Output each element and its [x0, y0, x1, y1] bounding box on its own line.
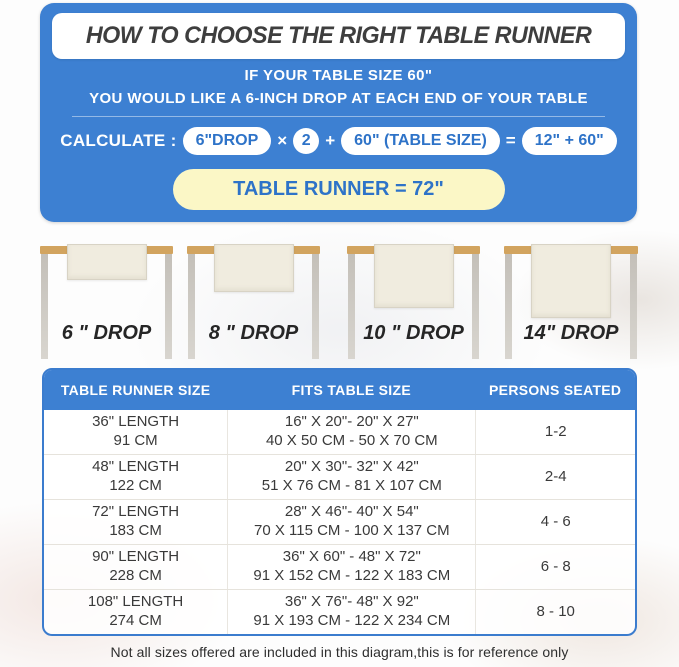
fits-table-cell [227, 500, 475, 544]
plus-sign: + [325, 131, 336, 150]
persons-seated-cell [475, 410, 635, 454]
table-figure-10-drop [347, 235, 480, 361]
runner-size-cell [44, 500, 227, 544]
fits-size-cm: 91 X 152 CM - 122 X 183 CM [253, 567, 451, 584]
fits-table-cell [227, 410, 475, 454]
runner-size-inches: 90" LENGTH [92, 548, 180, 566]
footnote: Not all sizes offered are included in this diagram,this is for reference only [110, 644, 569, 660]
fits-size-cm: 51 X 76 CM - 81 X 107 CM [261, 477, 442, 494]
fits-table-cell [227, 455, 475, 499]
fits-table-cell [227, 590, 475, 634]
drop-label: 6 " DROP [61, 322, 152, 344]
fits-size-inches: 16" X 20"- 20" X 27" [284, 413, 419, 431]
fits-size-cm: 40 X 50 CM - 50 X 70 CM [265, 432, 438, 449]
page-title: HOW TO CHOOSE THE RIGHT TABLE RUNNER [85, 22, 592, 49]
runner-size-cm: 122 CM [109, 477, 162, 494]
multiply-sign: × [277, 131, 288, 150]
runner-size-cell [44, 545, 227, 589]
header-panel [40, 3, 637, 222]
persons-count: 1-2 [544, 422, 567, 440]
table-row [44, 454, 635, 499]
table-runner-graphic [531, 244, 611, 318]
fits-size-inches: 28" X 46"- 40" X 54" [284, 503, 419, 521]
divider-line [72, 116, 605, 117]
table-row [44, 410, 635, 454]
equals-sign: = [505, 131, 516, 150]
runner-result-pill: TABLE RUNNER = 72" [173, 169, 505, 210]
size-reference-table [42, 368, 637, 636]
fits-size-inches: 36" X 60" - 48" X 72" [282, 548, 421, 566]
runner-size-cm: 228 CM [109, 567, 162, 584]
persons-seated-cell [475, 500, 635, 544]
calc-factor-circle: 2 [293, 128, 319, 154]
column-header-runner-size: TABLE RUNNER SIZE [60, 382, 211, 398]
table-row [44, 499, 635, 544]
subtitle-line-2: YOU WOULD LIKE A 6-INCH DROP AT EACH END OF YOUR TABLE [89, 90, 588, 107]
runner-size-inches: 108" LENGTH [87, 593, 184, 611]
table-figure-14-drop [504, 235, 638, 361]
column-header-fits-table: FITS TABLE SIZE [291, 382, 411, 398]
drop-label: 14" DROP [523, 322, 619, 344]
table-runner-graphic [374, 244, 454, 308]
calc-label: CALCULATE : [60, 131, 177, 150]
table-header-row [44, 370, 635, 410]
table-runner-graphic [67, 244, 147, 280]
calc-result-pill: 12" + 60" [522, 127, 617, 155]
runner-size-cm: 183 CM [109, 522, 162, 539]
table-figure-8-drop [187, 235, 320, 361]
persons-count: 4 - 6 [540, 512, 571, 530]
drop-label: 10 " DROP [363, 322, 464, 344]
persons-seated-cell [475, 590, 635, 634]
calc-table-size-pill: 60" (TABLE SIZE) [341, 127, 500, 155]
persons-count: 2-4 [544, 467, 567, 485]
fits-table-cell [227, 545, 475, 589]
runner-size-cm: 91 CM [113, 432, 158, 449]
fits-size-cm: 91 X 193 CM - 122 X 234 CM [253, 612, 451, 629]
title-banner [52, 13, 625, 59]
table-row [44, 544, 635, 589]
calc-formula-row [40, 127, 637, 155]
subtitle-line-1: IF YOUR TABLE SIZE 60" [244, 67, 433, 84]
fits-size-inches: 20" X 30"- 32" X 42" [284, 458, 419, 476]
fits-size-inches: 36" X 76"- 48" X 92" [284, 593, 419, 611]
persons-seated-cell [475, 545, 635, 589]
drop-label: 8 " DROP [208, 322, 299, 344]
persons-count: 8 - 10 [536, 602, 575, 620]
persons-seated-cell [475, 455, 635, 499]
runner-size-cell [44, 590, 227, 634]
runner-size-cell [44, 455, 227, 499]
drop-illustrations-row [0, 235, 679, 361]
calc-drop-pill: 6"DROP [183, 127, 272, 155]
column-header-persons: PERSONS SEATED [489, 382, 622, 398]
persons-count: 6 - 8 [540, 557, 571, 575]
table-figure-6-drop [40, 235, 173, 361]
fits-size-cm: 70 X 115 CM - 100 X 137 CM [253, 522, 450, 539]
runner-size-cm: 274 CM [109, 612, 162, 629]
runner-size-cell [44, 410, 227, 454]
table-row [44, 589, 635, 634]
runner-size-inches: 72" LENGTH [92, 503, 180, 521]
table-runner-graphic [214, 244, 294, 292]
runner-size-inches: 48" LENGTH [92, 458, 180, 476]
runner-size-inches: 36" LENGTH [92, 413, 180, 431]
